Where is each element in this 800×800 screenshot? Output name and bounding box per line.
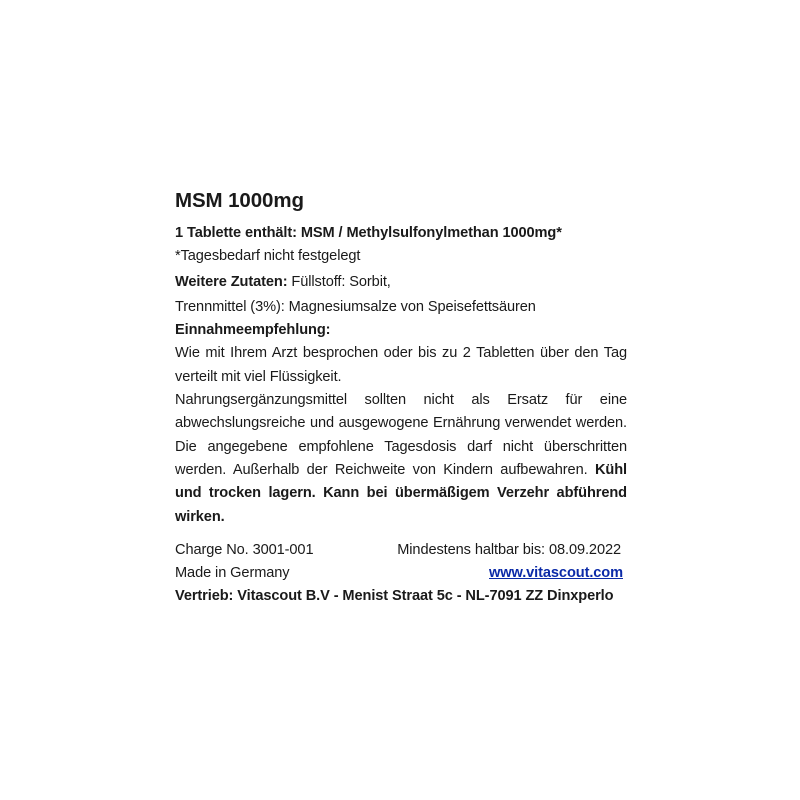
ingredients-line-1	[175, 271, 627, 294]
ingredients-line-2: Trennmittel (3%): Magnesiumsalze von Speisefettsäuren	[175, 298, 536, 315]
best-before-date: Mindestens haltbar bis: 08.09.2022	[397, 541, 621, 558]
contains-line: 1 Tablette enthält: MSM / Methylsulfonylmethan 1000mg*	[175, 225, 562, 241]
origin-row	[175, 562, 627, 585]
warning-text: Nahrungsergänzungsmittel sollten nicht als Ersatz für eine abwechslungsreiche und ausgewogene Ernährung verwendet werden. Die angegebene empfohlene Tagesdosis darf nicht überschritten werden. Außerhalb der Reichweite von Kindern aufbewahren.	[175, 392, 627, 478]
charge-number: Charge No. 3001-001	[175, 541, 314, 558]
website-link[interactable]: www.vitascout.com	[489, 565, 623, 582]
warning-bold-text: Kühl und trocken lagern. Kann bei übermäßigem Verzehr abführend wirken.	[175, 461, 627, 525]
ingredients-text-1: Füllstoff: Sorbit,	[287, 273, 391, 290]
ingredients-label: Weitere Zutaten:	[175, 273, 288, 290]
distributor-line: Vertrieb: Vitascout B.V - Menist Straat 5c - NL-7091 ZZ Dinxperlo	[175, 588, 614, 605]
origin-text: Made in Germany	[175, 565, 290, 582]
recommendation-text: Wie mit Ihrem Arzt besprochen oder bis zu 2 Tabletten über den Tag verteilt mit viel Flüssigkeit.	[175, 345, 627, 385]
daily-note: *Tagesbedarf nicht festgelegt	[175, 248, 361, 265]
charge-row	[175, 539, 627, 562]
recommendation-heading: Einnahmeempfehlung:	[175, 322, 331, 339]
product-title: MSM 1000mg	[175, 189, 304, 212]
warning-paragraph	[175, 389, 627, 529]
product-label	[175, 184, 627, 609]
